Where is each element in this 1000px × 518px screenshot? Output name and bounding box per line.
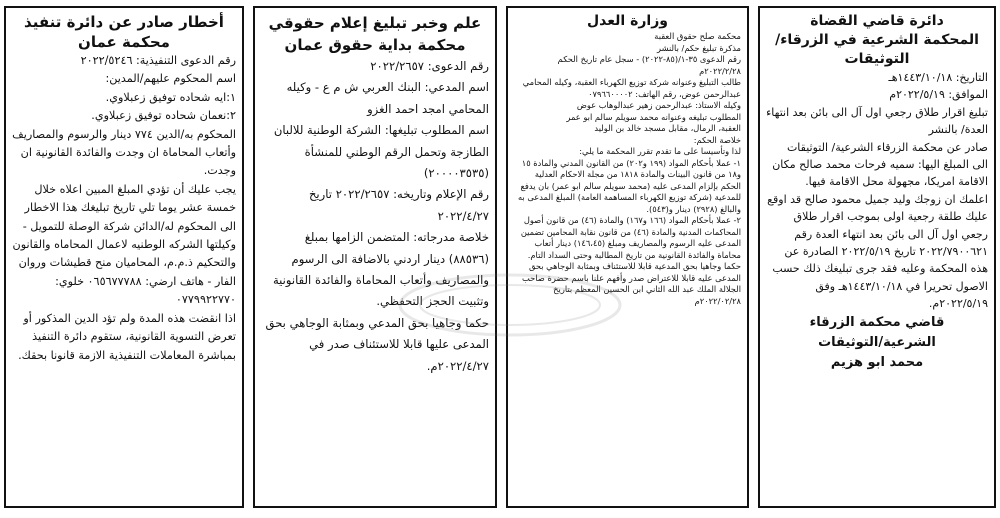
notice-line: رقم الدعوى ٣٥-١/(٨٥-٢٠٢٢) - سجل عام تاريخ الحكم ٢٠٢٢/٢/٢٨م [557,54,741,76]
notice-title-line: علم وخبر تبليغ إعلام حقوقي [268,14,482,32]
notice-line: ٢- عملا بأحكام المواد (١٦٦ و١٦٧) والمادة (٤٦) من قانون أصول المحاكمات المدنية والمادة (٤٦) من قانون نقابة المحامين تضمين المدعى عليه الرسوم والمصاريف ومبلغ (١٤٦،٤٥) دينار أتعاب محاماة والفائدة القانونية من تاريخ المطالبة وحتى السداد التام. [520,215,741,260]
notice-line: رقم الدعوى التنفيذية: ٢٠٢٢/٥٢٤٦ [80,54,236,67]
notice-line: حكما وجاهيا بحق المدعية قابلا للاستئناف وبمثابة الوجاهي بحق المدعى عليه قابلا للاعتراض صدر وأفهم علنا باسم حضرة صاحب الجلالة الملك عبد الله الثاني ابن الحسين المعظم بتاريخ ٢٠٢٢/٠٢/٢٨م [521,261,741,306]
notice-ministry-of-justice [506,6,749,508]
signature-line: الشرعية/التوثيقات [818,334,936,350]
notice-title-line: وزارة العدل [587,13,668,29]
notice-line: اذا انقضت هذه المدة ولم تؤد الدين المذكور أو تعرض التسوية القانونية، ستقوم دائرة التنفيذ بمباشرة المعاملات التنفيذية الازمة قانونا بحقك. [18,311,236,362]
notice-line: لذا وتأسيسا على ما تقدم تقرر المحكمة ما يلي: [579,146,741,156]
notice-line: اسم المطلوب تبليغها: الشركة الوطنية للالبان الطازجة وتحمل الرقم الوطني للمنشأة (٢٠٠٠٠٣٥٣٥) [273,123,489,181]
notice-line: تبليغ اقرار طلاق رجعي اول آل الى بائن بعد انتهاء العدة/ بالنشر [766,105,988,137]
notice-line: المحكوم به/الدين ٧٧٤ دينار والرسوم والمصاريف وأتعاب المحاماة ان وجدت والفائدة القانونية ان وجدت. [12,127,236,178]
notice-line: محكمة صلح حقوق العقبة [654,31,741,41]
notice-title-line: التوثيقات [844,51,910,67]
notice-line: خلاصة الحكم: [693,134,741,145]
notice-execution-warning [4,6,244,508]
notice-line: ٢:نعمان شحاده توفيق زعبلاوي. [91,109,236,123]
notice-line: اسم المحكوم عليهم/المدين: [105,72,236,86]
notice-line: العقبة، الرمال، مقابل مسجد خالد بن الوليد [594,123,741,133]
notice-line: خلاصة مدرجاته: المتضمن الزامها بمبلغ (٨٨٥٣٦) دينار اردني بالاضافة الى الرسوم والمصاريف وأتعاب المحاماة والفائدة القانونية وتثبيت الحجز التحفظي. [272,230,489,309]
notice-line: ١:ايه شحاده توفيق زعبلاوي. [105,90,236,104]
notice-rights-judgment [253,6,497,508]
notice-line: وكيله الاستاذ: عبدالرحمن زهير عبدالوهاب عوض [576,100,741,110]
notice-line: يجب عليك أن تؤدي المبلغ المبين اعلاه خلال خمسة عشر يوما تلي تاريخ تبليغك هذا الاخطار الى المحكوم له/الدائن شركة الوصلة للتمويل - وكيلتها الشركه الوطنيه لاعمال المحاماه والقانون والتحكيم ذ.م.م، المحاميان منح قطيشات وروان الفار - هاتف ارضي: ٠٦٥٦٧٧٧٨٨ خلوي: ٠٧٧٩٩٢٢٧٧٠ [12,182,236,307]
notice-line: الموافق: ٢٠٢٢/٥/١٩م [889,88,988,102]
notice-line: ١- عملا بأحكام المواد (١٩٩ و٢٠٢) من القانون المدني والمادة ١٥ و١٨ من قانون البينات والمادة ١٨١٨ من مجلة الاحكام العدلية الحكم بإلزام المدعى عليه (محمد سويلم سالم ابو عمر) بان يدفع للمدعية (شركة توزيع الكهرباء المساهمة العامة) المبلغ المدعى به والبالغ (٢٩٢٨) دينار و(٥٤٣). [517,157,741,214]
notice-line: صادر عن محكمة الزرقاء الشرعية/ التوثيقات [786,140,988,154]
notice-line: رقم الإعلام وتاريخه: ٢٠٢٢/٢٦٥٧ تاريخ ٢٠٢٢/٤/٢٧ [308,187,489,223]
notice-title-line: دائرة قاضي القضاة [810,13,944,29]
notice-line: المطلوب تبليغه وعنوانه محمد سويلم سالم ابو عمر [566,111,741,122]
notice-sharia-court [758,6,996,508]
notice-line: طالب التبليغ وعنوانه شركة توزيع الكهرباء العقبة، وكيله المحامي عبدالرحمن عوض، رقم الهاتف: ٠٧٩٦٦٠٠٠٠٢ [522,77,741,99]
signature-line: قاضي محكمة الزرقاء [809,314,945,330]
notice-line: اسم المدعي: البنك العربي ش م ع - وكيله المحامي امجد احمد الغزو [286,80,489,116]
notice-line: مذكرة تبليغ حكم/ بالنشر [657,42,741,53]
notice-title-line: محكمة عمان [78,33,170,51]
notice-line: اعلمك ان زوجك وليد جميل محمود صالح قد اوقع عليك طلقة رجعية اولى بموجب اقرار طلاق رجعي اول آل الى بائن بعد انتهاء العدة رقم ٢٠٢٢/٧٩٠٠٦٢١ تاريخ ٢٠٢٢/٥/١٩ الصادرة عن هذه المحكمة وعليه فقد جرى تبليغك ذلك حسب الاصول تحريرا في ١٤٤٣/١٠/١٨هـ وفق ٢٠٢٢/٥/١٩م. [767,192,988,311]
notice-line: رقم الدعوى: ٢٠٢٢/٢٦٥٧ [370,59,489,73]
signature-line: محمد ابو هزيم [830,354,924,370]
notice-line: التاريخ: ١٤٤٣/١٠/١٨هـ [888,71,988,84]
notice-title-line: المحكمة الشرعية في الزرقاء/ [775,32,979,48]
notice-line: حكما وجاهيا بحق المدعي وبمثابة الوجاهي بحق المدعى عليها قابلا للاستئناف صدر في ٢٠٢٢/٤/٢٧م. [265,315,489,373]
notice-title-line: أخطار صادر عن دائرة تنفيذ [24,13,224,31]
notice-line: الى المبلغ اليها: سميه فرحات محمد صالح مكان الاقامة امريكا، مجهولة محل الاقامة فيها. [772,158,988,189]
notice-title-line: محكمة بداية حقوق عمان [284,36,466,54]
